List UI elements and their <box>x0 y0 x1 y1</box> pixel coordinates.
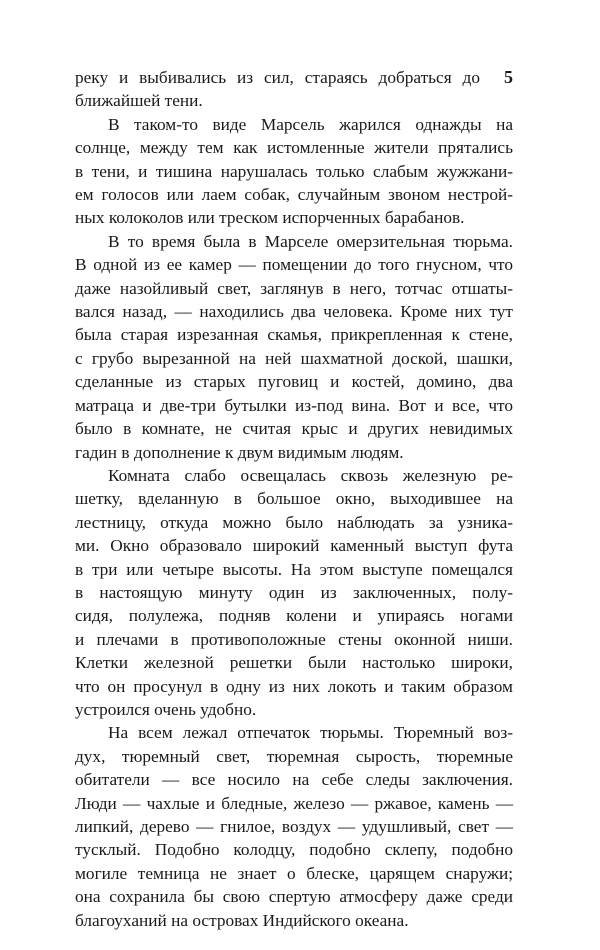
text-line: вался назад, — находились два человека. Кроме них тут <box>75 302 513 322</box>
text-line: в настоящую минуту один из заключенных, полу- <box>75 582 513 602</box>
text-line: ближайшей тени. <box>75 91 203 111</box>
text-line: ми. Окно образовало широкий каменный выступ фута <box>75 536 513 556</box>
text-line: В таком-то виде Марсель жарился однажды на <box>108 114 513 134</box>
text-line: В то время была в Марселе омерзительная тюрьма. <box>108 231 513 251</box>
page-text <box>75 66 513 932</box>
paragraph <box>75 464 513 721</box>
text-line: в три или четыре высоты. На этом выступе помещался <box>75 559 513 579</box>
text-line: лестницу, откуда можно было наблюдать за узника- <box>75 512 513 532</box>
text-line: дух, тюремный свет, тюремная сырость, тюремные <box>75 746 513 766</box>
paragraph <box>75 721 513 932</box>
text-line: она сохранила бы свою спертую атмосферу даже среди <box>75 887 513 907</box>
text-line: Клетки железной решетки были настолько широки, <box>75 653 513 673</box>
text-line: сидя, полулежа, подняв колени и упираясь ногами <box>75 606 513 626</box>
text-line: На всем лежал отпечаток тюрьмы. Тюремный воз- <box>108 723 513 743</box>
paragraph <box>75 230 513 464</box>
text-line: даже назойливый свет, заглянув в него, тотчас отшаты- <box>75 278 513 298</box>
text-line: гадин в дополнение к двум видимым людям. <box>75 442 404 462</box>
text-line: В одной из ее камер — помещении до того гнусном, что <box>75 255 513 275</box>
text-line: с грубо вырезанной на ней шахматной доской, шашки, <box>75 348 513 368</box>
text-line: могиле темница не знает о блеске, царящем снаружи; <box>75 863 513 883</box>
text-line: сделанные из старых пуговиц и костей, домино, два <box>75 372 513 392</box>
text-line: что он просунул в одну из них локоть и таким образом <box>75 676 513 696</box>
paragraph <box>75 113 513 230</box>
text-line: благоуханий на островах Индийского океана. <box>75 910 409 930</box>
text-line: обитатели — все носило на себе следы заключения. <box>75 770 513 790</box>
text-line: устроился очень удобно. <box>75 699 257 719</box>
text-line: шетку, вделанную в большое окно, выходившее на <box>75 489 513 509</box>
text-line: липкий, дерево — гнилое, воздух — удушливый, свет — <box>75 817 513 836</box>
text-line: Люди — чахлые и бледные, железо — ржавое, камень — <box>75 793 513 813</box>
text-line: матраца и две-три бутылки из-под вина. Вот и все, что <box>75 395 513 415</box>
text-line: было в комнате, не считая крыс и других невидимых <box>75 419 513 439</box>
text-line: тусклый. Подобно колодцу, подобно склепу, подобно <box>75 840 513 860</box>
text-line: реку и выбивались из сил, стараясь добраться до <box>75 68 480 87</box>
text-line: солнце, между тем как истомленные жители прятались <box>75 138 513 158</box>
text-line: ных колоколов или треском испорченных барабанов. <box>75 208 465 228</box>
text-line: в тени, и тишина нарушалась только слабым жужжани- <box>75 161 513 181</box>
paragraph <box>75 66 513 113</box>
book-page <box>75 66 513 930</box>
text-line: Комната слабо освещалась сквозь железную ре- <box>108 465 513 485</box>
page-number: 5 <box>504 67 513 87</box>
text-line: была старая изрезанная скамья, прикрепленная к стене, <box>75 325 513 345</box>
text-line: ем голосов или лаем собак, случайным звоном нестрой- <box>75 185 513 205</box>
text-line: и плечами в противоположные стены оконной ниши. <box>75 629 513 649</box>
